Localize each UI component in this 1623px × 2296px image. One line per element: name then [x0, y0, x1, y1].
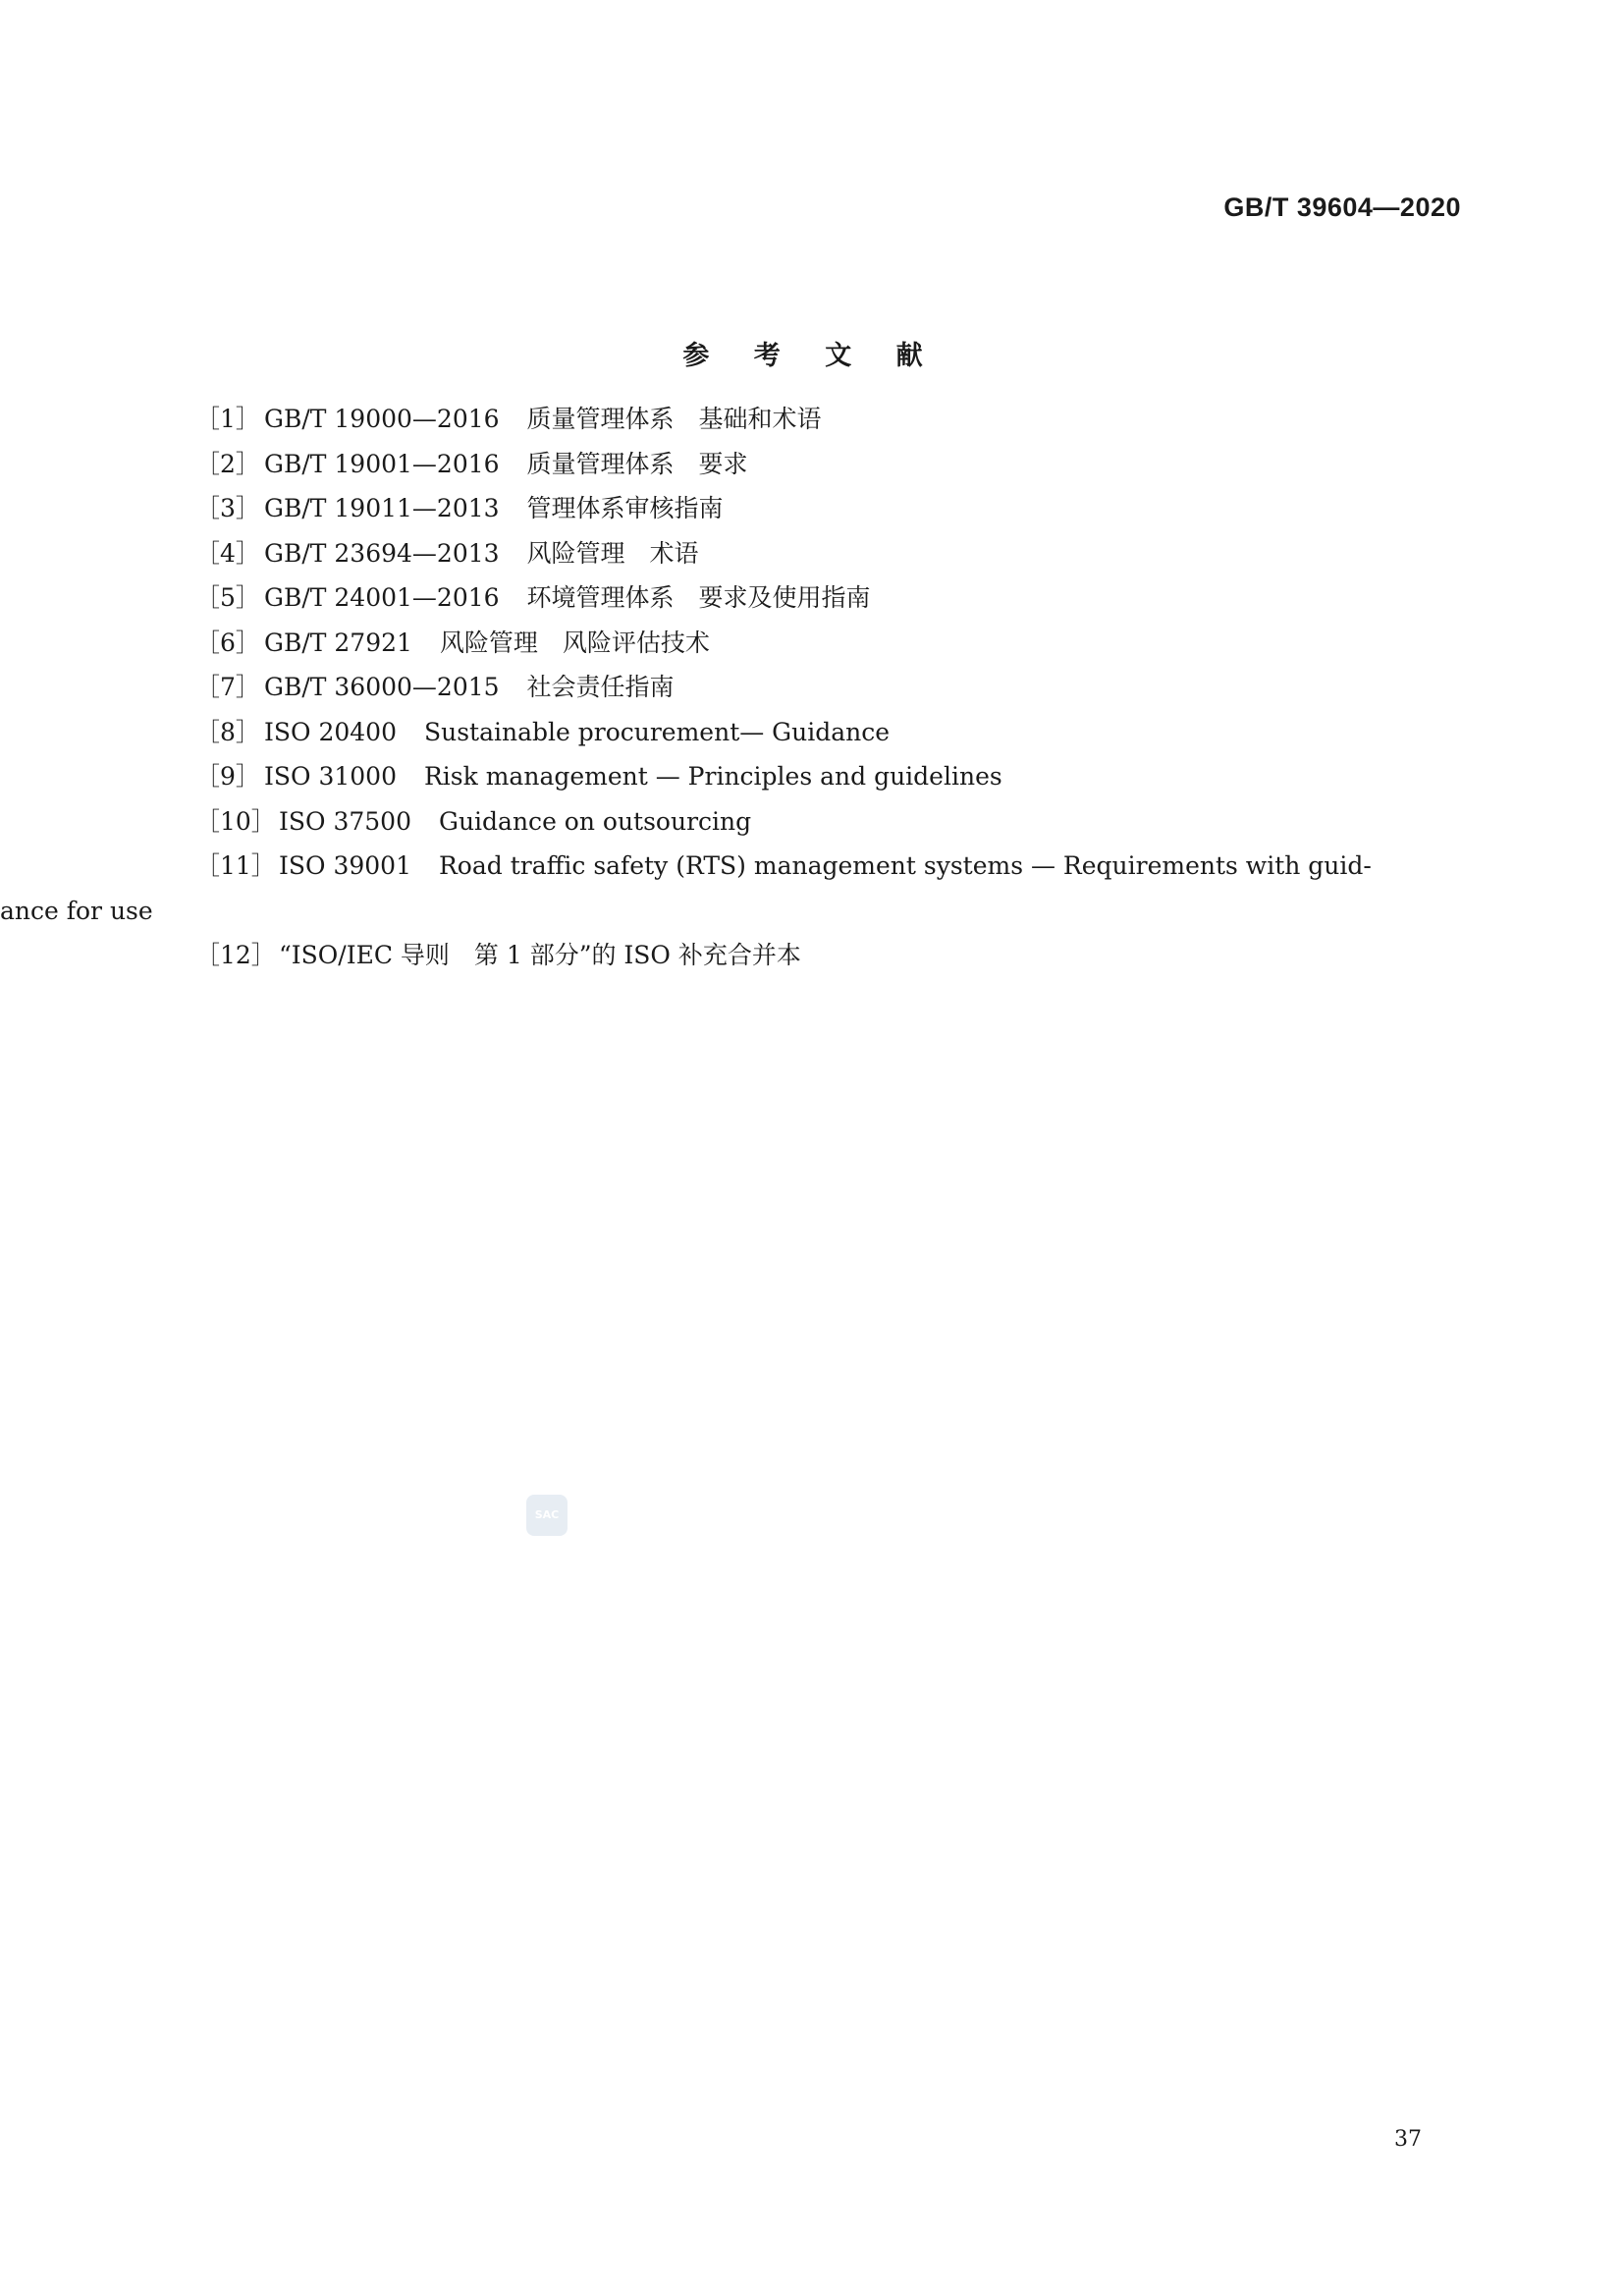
reference-item: [195, 665, 1456, 710]
reference-number: ［1］: [195, 405, 260, 433]
reference-title: 管理体系审核指南: [526, 494, 724, 522]
reference-title: Road traffic safety (RTS) management systems — Requirements with guid-: [438, 851, 1372, 880]
reference-number: ［5］: [195, 583, 260, 612]
reference-code: ISO 39001: [279, 851, 411, 880]
reference-code: GB/T 27921: [264, 628, 412, 657]
reference-title: 风险管理 术语: [526, 538, 699, 568]
reference-item: [195, 933, 1456, 978]
reference-code: GB/T 36000—2015: [264, 673, 500, 701]
reference-title: 风险管理 风险评估技术: [439, 628, 710, 657]
reference-title: Sustainable procurement— Guidance: [423, 717, 891, 746]
reference-item: [195, 575, 1456, 621]
reference-list: [0, 397, 1456, 978]
reference-title: 环境管理体系 要求及使用指南: [526, 583, 871, 612]
reference-item: [195, 397, 1456, 442]
reference-code: ISO 31000: [264, 762, 397, 791]
reference-code: ISO 20400: [264, 717, 397, 746]
reference-number: ［4］: [195, 538, 260, 568]
section-title: 参 考 文 献: [682, 341, 941, 371]
reference-code: ISO 37500: [279, 806, 411, 836]
standard-code: GB/T 39604—2020: [1223, 192, 1461, 222]
reference-item: [0, 844, 1456, 933]
reference-title: 质量管理体系 基础和术语: [526, 405, 822, 433]
reference-item: [195, 799, 1456, 845]
reference-number: ［6］: [195, 628, 260, 657]
reference-number: ［9］: [195, 762, 260, 791]
reference-number: ［12］: [195, 941, 276, 969]
reference-title: Risk management — Principles and guidelines: [423, 762, 1002, 791]
reference-title: Guidance on outsourcing: [438, 806, 752, 836]
reference-title: 质量管理体系 要求: [526, 449, 748, 478]
reference-item: [195, 754, 1456, 799]
reference-item: [195, 710, 1456, 755]
reference-title: 社会责任指南: [526, 673, 675, 701]
reference-number: ［2］: [195, 449, 260, 478]
reference-item: [195, 531, 1456, 576]
reference-code: GB/T 19001—2016: [264, 449, 500, 478]
page-number: 37: [1394, 2127, 1422, 2152]
reference-number: ［10］: [195, 806, 276, 836]
reference-item: [195, 621, 1456, 666]
reference-code: GB/T 19011—2013: [264, 494, 500, 522]
reference-code: GB/T 24001—2016: [264, 583, 500, 612]
watermark-logo: SAC: [526, 1495, 568, 1536]
reference-number: ［8］: [195, 717, 260, 746]
reference-title: “ISO/IEC 导则 第 1 部分”的 ISO 补充合并本: [279, 941, 801, 969]
reference-item: [195, 442, 1456, 487]
reference-code: GB/T 19000—2016: [264, 405, 500, 433]
reference-code: GB/T 23694—2013: [264, 538, 500, 568]
reference-number: ［7］: [195, 673, 260, 701]
reference-title-continuation: ance for use: [0, 896, 153, 925]
reference-number: ［11］: [195, 851, 276, 880]
reference-number: ［3］: [195, 494, 260, 522]
reference-item: [195, 486, 1456, 531]
